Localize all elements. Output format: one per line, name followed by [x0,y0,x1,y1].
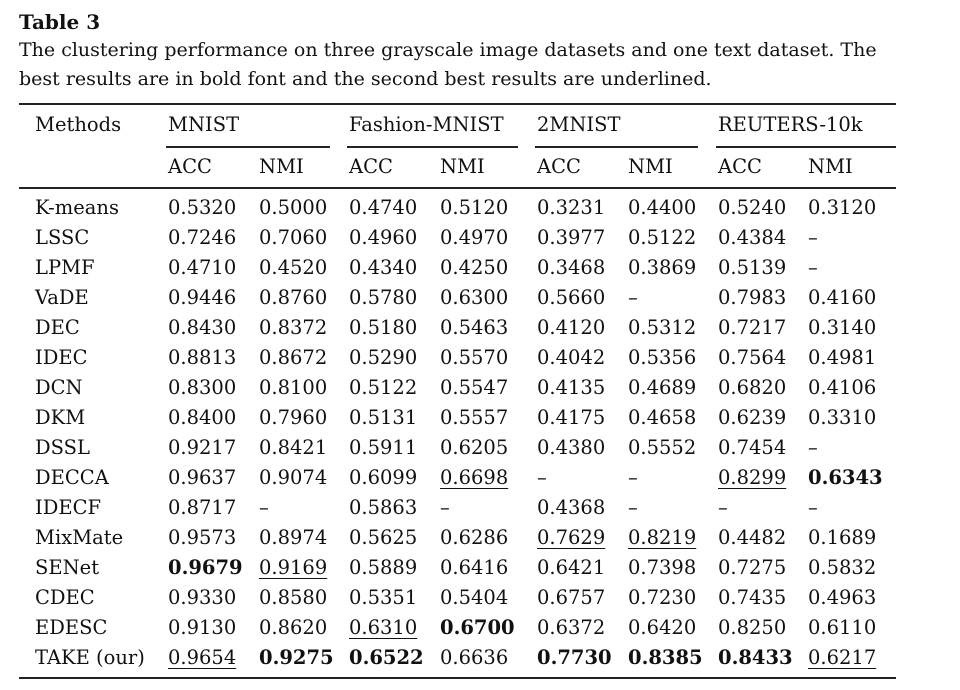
method-name: LPMF [35,256,95,279]
method-name: DCN [35,376,83,399]
table-cell: 0.7435 [718,586,787,609]
table-cell: 0.4400 [628,196,697,219]
table-cell: 0.3120 [808,196,877,219]
table-cell: 0.4520 [259,256,328,279]
table-cell: 0.5889 [349,556,418,579]
table-cell: 0.6700 [440,616,515,639]
table-cell: 0.6820 [718,376,787,399]
table-cell: 0.8219 [628,526,697,549]
table-cell: 0.9654 [168,646,237,669]
table-cell: 0.4710 [168,256,237,279]
table-cell: 0.1689 [808,526,877,549]
table-cell: 0.7629 [537,526,606,549]
table-cell: – [259,496,269,519]
table-label: Table 3 [19,10,101,34]
header-subcol: NMI [808,155,853,178]
table-cell: 0.7060 [259,226,328,249]
table-cell: 0.7275 [718,556,787,579]
table-cell: 0.3231 [537,196,606,219]
table-cell: – [537,466,547,489]
table-cell: 0.9074 [259,466,328,489]
table-cell: – [808,496,818,519]
method-name: TAKE (our) [35,646,145,669]
table-cell: 0.4981 [808,346,877,369]
method-name: DSSL [35,436,90,459]
table-cell: 0.7454 [718,436,787,459]
table-cell: 0.5131 [349,406,418,429]
table-cell: – [440,496,450,519]
header-group: 2MNIST [537,113,621,136]
table-cell: 0.4042 [537,346,606,369]
table-cell: 0.8433 [718,646,793,669]
table-cell: 0.8372 [259,316,328,339]
header-rule [19,187,896,189]
table-cell: 0.6757 [537,586,606,609]
table-cell: 0.5120 [440,196,509,219]
method-name: CDEC [35,586,95,609]
method-name: SENet [35,556,100,579]
table-cell: 0.5122 [628,226,697,249]
table-cell: 0.9446 [168,286,237,309]
table-cell: 0.8717 [168,496,237,519]
table-cell: 0.9130 [168,616,237,639]
table-cell: 0.6239 [718,406,787,429]
table-cell: 0.5240 [718,196,787,219]
table-cell: 0.4120 [537,316,606,339]
table-cell: 0.5351 [349,586,418,609]
table-cell: 0.8620 [259,616,328,639]
table-cell: 0.5832 [808,556,877,579]
method-name: IDECF [35,496,102,519]
method-name: EDESC [35,616,108,639]
group-rule [166,146,330,148]
table-cell: 0.9330 [168,586,237,609]
table-cell: 0.8400 [168,406,237,429]
table-cell: 0.6420 [628,616,697,639]
group-rule [347,146,518,148]
header-subcol: ACC [168,155,212,178]
table-cell: 0.9217 [168,436,237,459]
table-cell: 0.4106 [808,376,877,399]
table-cell: 0.5552 [628,436,697,459]
table-cell: 0.6372 [537,616,606,639]
table-cell: 0.6099 [349,466,418,489]
table-cell: 0.5290 [349,346,418,369]
table-cell: 0.5122 [349,376,418,399]
table-cell: 0.4740 [349,196,418,219]
table-cell: 0.5356 [628,346,697,369]
header-subcol: ACC [718,155,762,178]
method-name: K-means [35,196,119,219]
table-cell: 0.8299 [718,466,787,489]
table-cell: – [808,256,818,279]
table-cell: 0.7246 [168,226,237,249]
table-cell: 0.6698 [440,466,509,489]
table-cell: 0.5557 [440,406,509,429]
table-cell: – [718,496,728,519]
header-group: REUTERS-10k [718,113,863,136]
caption-text: The clustering performance on three grayscale image datasets and one text dataset. The best results are in bold font and the second best results are underlined. [19,39,877,90]
table-cell: 0.4250 [440,256,509,279]
table-cell: 0.4658 [628,406,697,429]
bottom-rule [19,677,896,679]
table-cell: 0.6636 [440,646,509,669]
table-cell: 0.4960 [349,226,418,249]
table-cell: 0.9275 [259,646,334,669]
table-cell: 0.5312 [628,316,697,339]
header-group: MNIST [168,113,240,136]
table-cell: – [628,496,638,519]
table-cell: – [628,286,638,309]
table-cell: 0.8760 [259,286,328,309]
table-cell: 0.4970 [440,226,509,249]
table-cell: 0.6416 [440,556,509,579]
table-cell: – [628,466,638,489]
table-cell: 0.6421 [537,556,606,579]
table-cell: 0.5547 [440,376,509,399]
table-cell: 0.3869 [628,256,697,279]
table-cell: 0.6310 [349,616,418,639]
table-cell: 0.9637 [168,466,237,489]
table-cell: 0.3310 [808,406,877,429]
table-cell: 0.5180 [349,316,418,339]
table-cell: 0.6522 [349,646,424,669]
table-cell: – [808,226,818,249]
table-cell: 0.8580 [259,586,328,609]
table-cell: 0.5780 [349,286,418,309]
table-cell: 0.6110 [808,616,877,639]
table-cell: 0.6286 [440,526,509,549]
method-name: IDEC [35,346,88,369]
table-cell: 0.5911 [349,436,418,459]
table-cell: 0.6217 [808,646,877,669]
table-cell: 0.8974 [259,526,328,549]
table-cell: 0.5625 [349,526,418,549]
header-subcol: NMI [440,155,485,178]
method-name: VaDE [35,286,89,309]
table-cell: 0.9679 [168,556,243,579]
table-cell: 0.6205 [440,436,509,459]
table-cell: 0.4384 [718,226,787,249]
group-rule [535,146,698,148]
table-cell: 0.4482 [718,526,787,549]
header-subcol: ACC [349,155,393,178]
table-cell: 0.8250 [718,616,787,639]
table-cell: 0.8385 [628,646,703,669]
table-cell: 0.7730 [537,646,612,669]
method-name: LSSC [35,226,90,249]
header-group: Fashion-MNIST [349,113,504,136]
table-cell: 0.5404 [440,586,509,609]
table-cell: 0.4135 [537,376,606,399]
table-cell: 0.5660 [537,286,606,309]
table-cell: 0.7983 [718,286,787,309]
table-cell: 0.4340 [349,256,418,279]
table-cell: 0.5320 [168,196,237,219]
table-cell: 0.9573 [168,526,237,549]
table-cell: 0.5863 [349,496,418,519]
table-cell: 0.4689 [628,376,697,399]
table-cell: 0.6343 [808,466,883,489]
table-cell: 0.4380 [537,436,606,459]
table-cell: 0.8672 [259,346,328,369]
table-cell: 0.8421 [259,436,328,459]
top-rule [19,103,896,105]
table-cell: 0.3468 [537,256,606,279]
table-cell: 0.8813 [168,346,237,369]
table-cell: 0.8300 [168,376,237,399]
table-cell: 0.4963 [808,586,877,609]
method-name: DKM [35,406,86,429]
header-subcol: NMI [628,155,673,178]
header-methods: Methods [35,113,122,136]
table-cell: 0.8100 [259,376,328,399]
table-caption [19,8,909,94]
table-cell: 0.5000 [259,196,328,219]
table-cell: 0.7217 [718,316,787,339]
table-cell: 0.7398 [628,556,697,579]
table-cell: 0.7230 [628,586,697,609]
table-cell: – [808,436,818,459]
table-cell: 0.7564 [718,346,787,369]
method-name: MixMate [35,526,124,549]
table-cell: 0.6300 [440,286,509,309]
table-cell: 0.8430 [168,316,237,339]
table-cell: 0.3140 [808,316,877,339]
table-cell: 0.3977 [537,226,606,249]
table-cell: 0.4368 [537,496,606,519]
table-cell: 0.7960 [259,406,328,429]
table-cell: 0.5139 [718,256,787,279]
table-cell: 0.5463 [440,316,509,339]
group-rule [716,146,896,148]
table-cell: 0.4175 [537,406,606,429]
header-subcol: NMI [259,155,304,178]
table-cell: 0.5570 [440,346,509,369]
method-name: DEC [35,316,80,339]
table-cell: 0.9169 [259,556,328,579]
header-subcol: ACC [537,155,581,178]
method-name: DECCA [35,466,109,489]
table-cell: 0.4160 [808,286,877,309]
